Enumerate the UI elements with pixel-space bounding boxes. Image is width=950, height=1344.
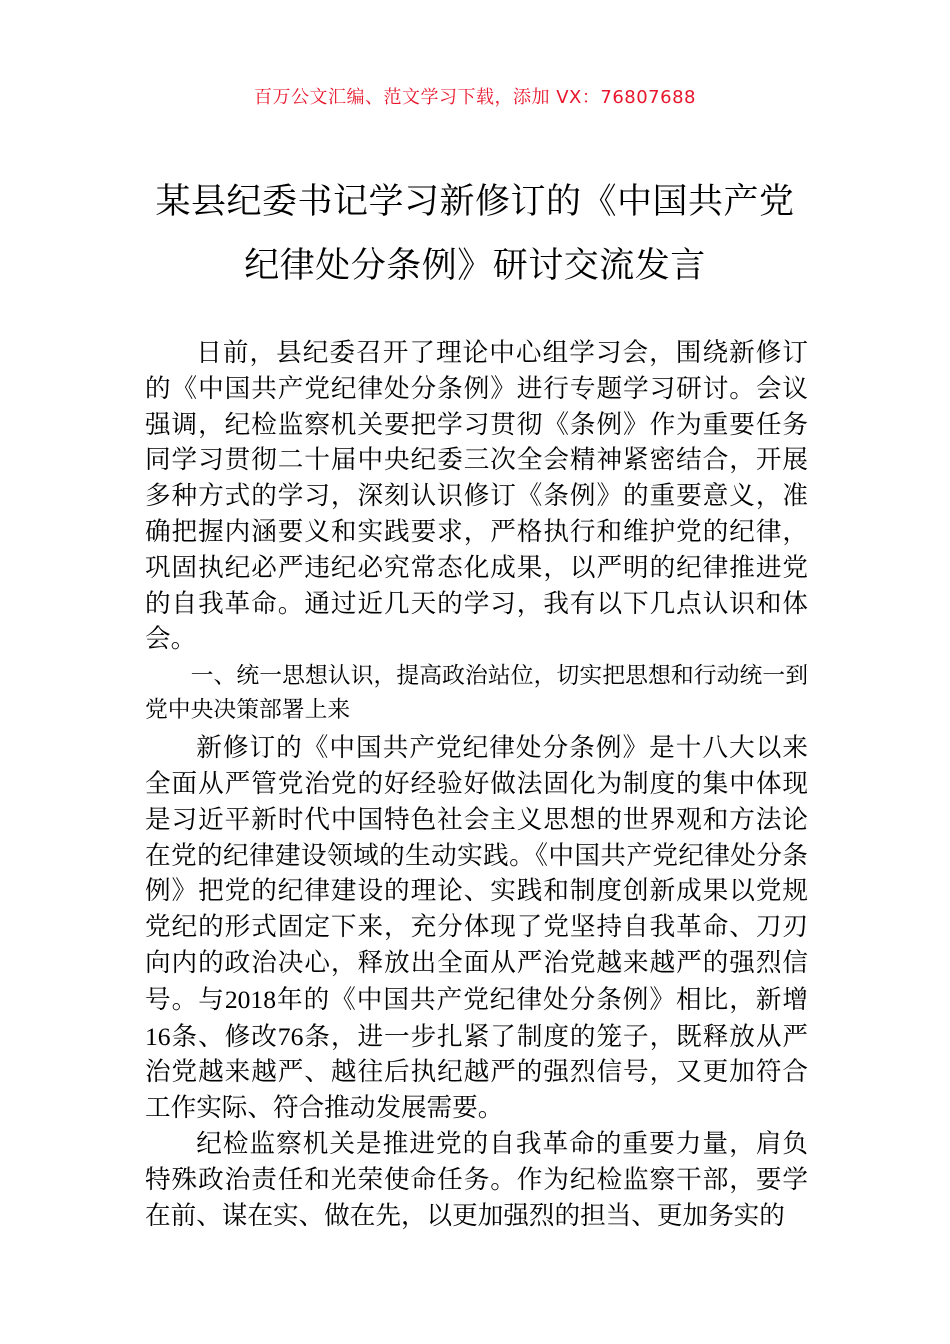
section-heading-1: 一、统一思想认识，提高政治站位，切实把思想和行动统一到党中央决策部署上来: [145, 663, 808, 723]
new-articles-count: 16: [145, 1021, 171, 1051]
paragraph-text: 年的《中国共产党纪律处分条例》相比，新增: [276, 984, 808, 1015]
paragraph-regulation-overview: [145, 731, 808, 1127]
paragraph-text: 新修订的《中国共产党纪律处分条例》是十八大以来全面从严管党治党的好经验好做法固化为制度的集中体现是习近平新时代中国特色社会主义思想的世界观和方法论在党的纪律建设领域的生动实践。《中国共产党纪律处分条例》把党的纪律建设的理论、实践和制度创新成果以党规党纪的形式固定下来，充分体现了党坚持自我革命、刀刃向内的政治决心，释放出全面从严治党越来越严的强烈信号。与: [145, 733, 808, 1015]
paragraph-discipline-organs: 纪检监察机关是推进党的自我革命的重要力量，肩负特殊政治责任和光荣使命任务。作为纪检监察干部，要学在前、谋在实、做在先，以更加强烈的担当、更加务实的: [145, 1128, 808, 1231]
paragraph-text: 条，进一步扎紧了制度的笼子，既释放从严治党越来越严、越往后执纪越严的强烈信号，又更加符合工作实际、符合推动发展需要。: [145, 1021, 808, 1124]
paragraph-intro: 日前，县纪委召开了理论中心组学习会，围绕新修订的《中国共产党纪律处分条例》进行专题学习研讨。会议强调，纪检监察机关要把学习贯彻《条例》作为重要任务同学习贯彻二十届中央纪委三次全会精神紧密结合，开展多种方式的学习，深刻认识修订《条例》的重要意义，准确把握内涵要义和实践要求，严格执行和维护党的纪律，巩固执纪必严违纪必究常态化成果，以严明的纪律推进党的自我革命。通过近几天的学习，我有以下几点认识和体会。: [145, 338, 808, 655]
watermark-banner: [0, 84, 950, 112]
modified-articles-count: 76: [277, 1021, 304, 1051]
title-line-2: 纪律处分条例》研讨交流发言: [244, 246, 706, 286]
document-title: [120, 170, 830, 298]
year-number: 2018: [224, 984, 276, 1014]
title-line-1: 某县纪委书记学习新修订的《中国共产党: [155, 182, 795, 222]
document-body: [145, 336, 808, 1234]
paragraph-text: 条、修改: [170, 1021, 278, 1052]
watermark-text: 百万公文汇编、范文学习下载，添加 VX：76807688: [254, 87, 696, 108]
